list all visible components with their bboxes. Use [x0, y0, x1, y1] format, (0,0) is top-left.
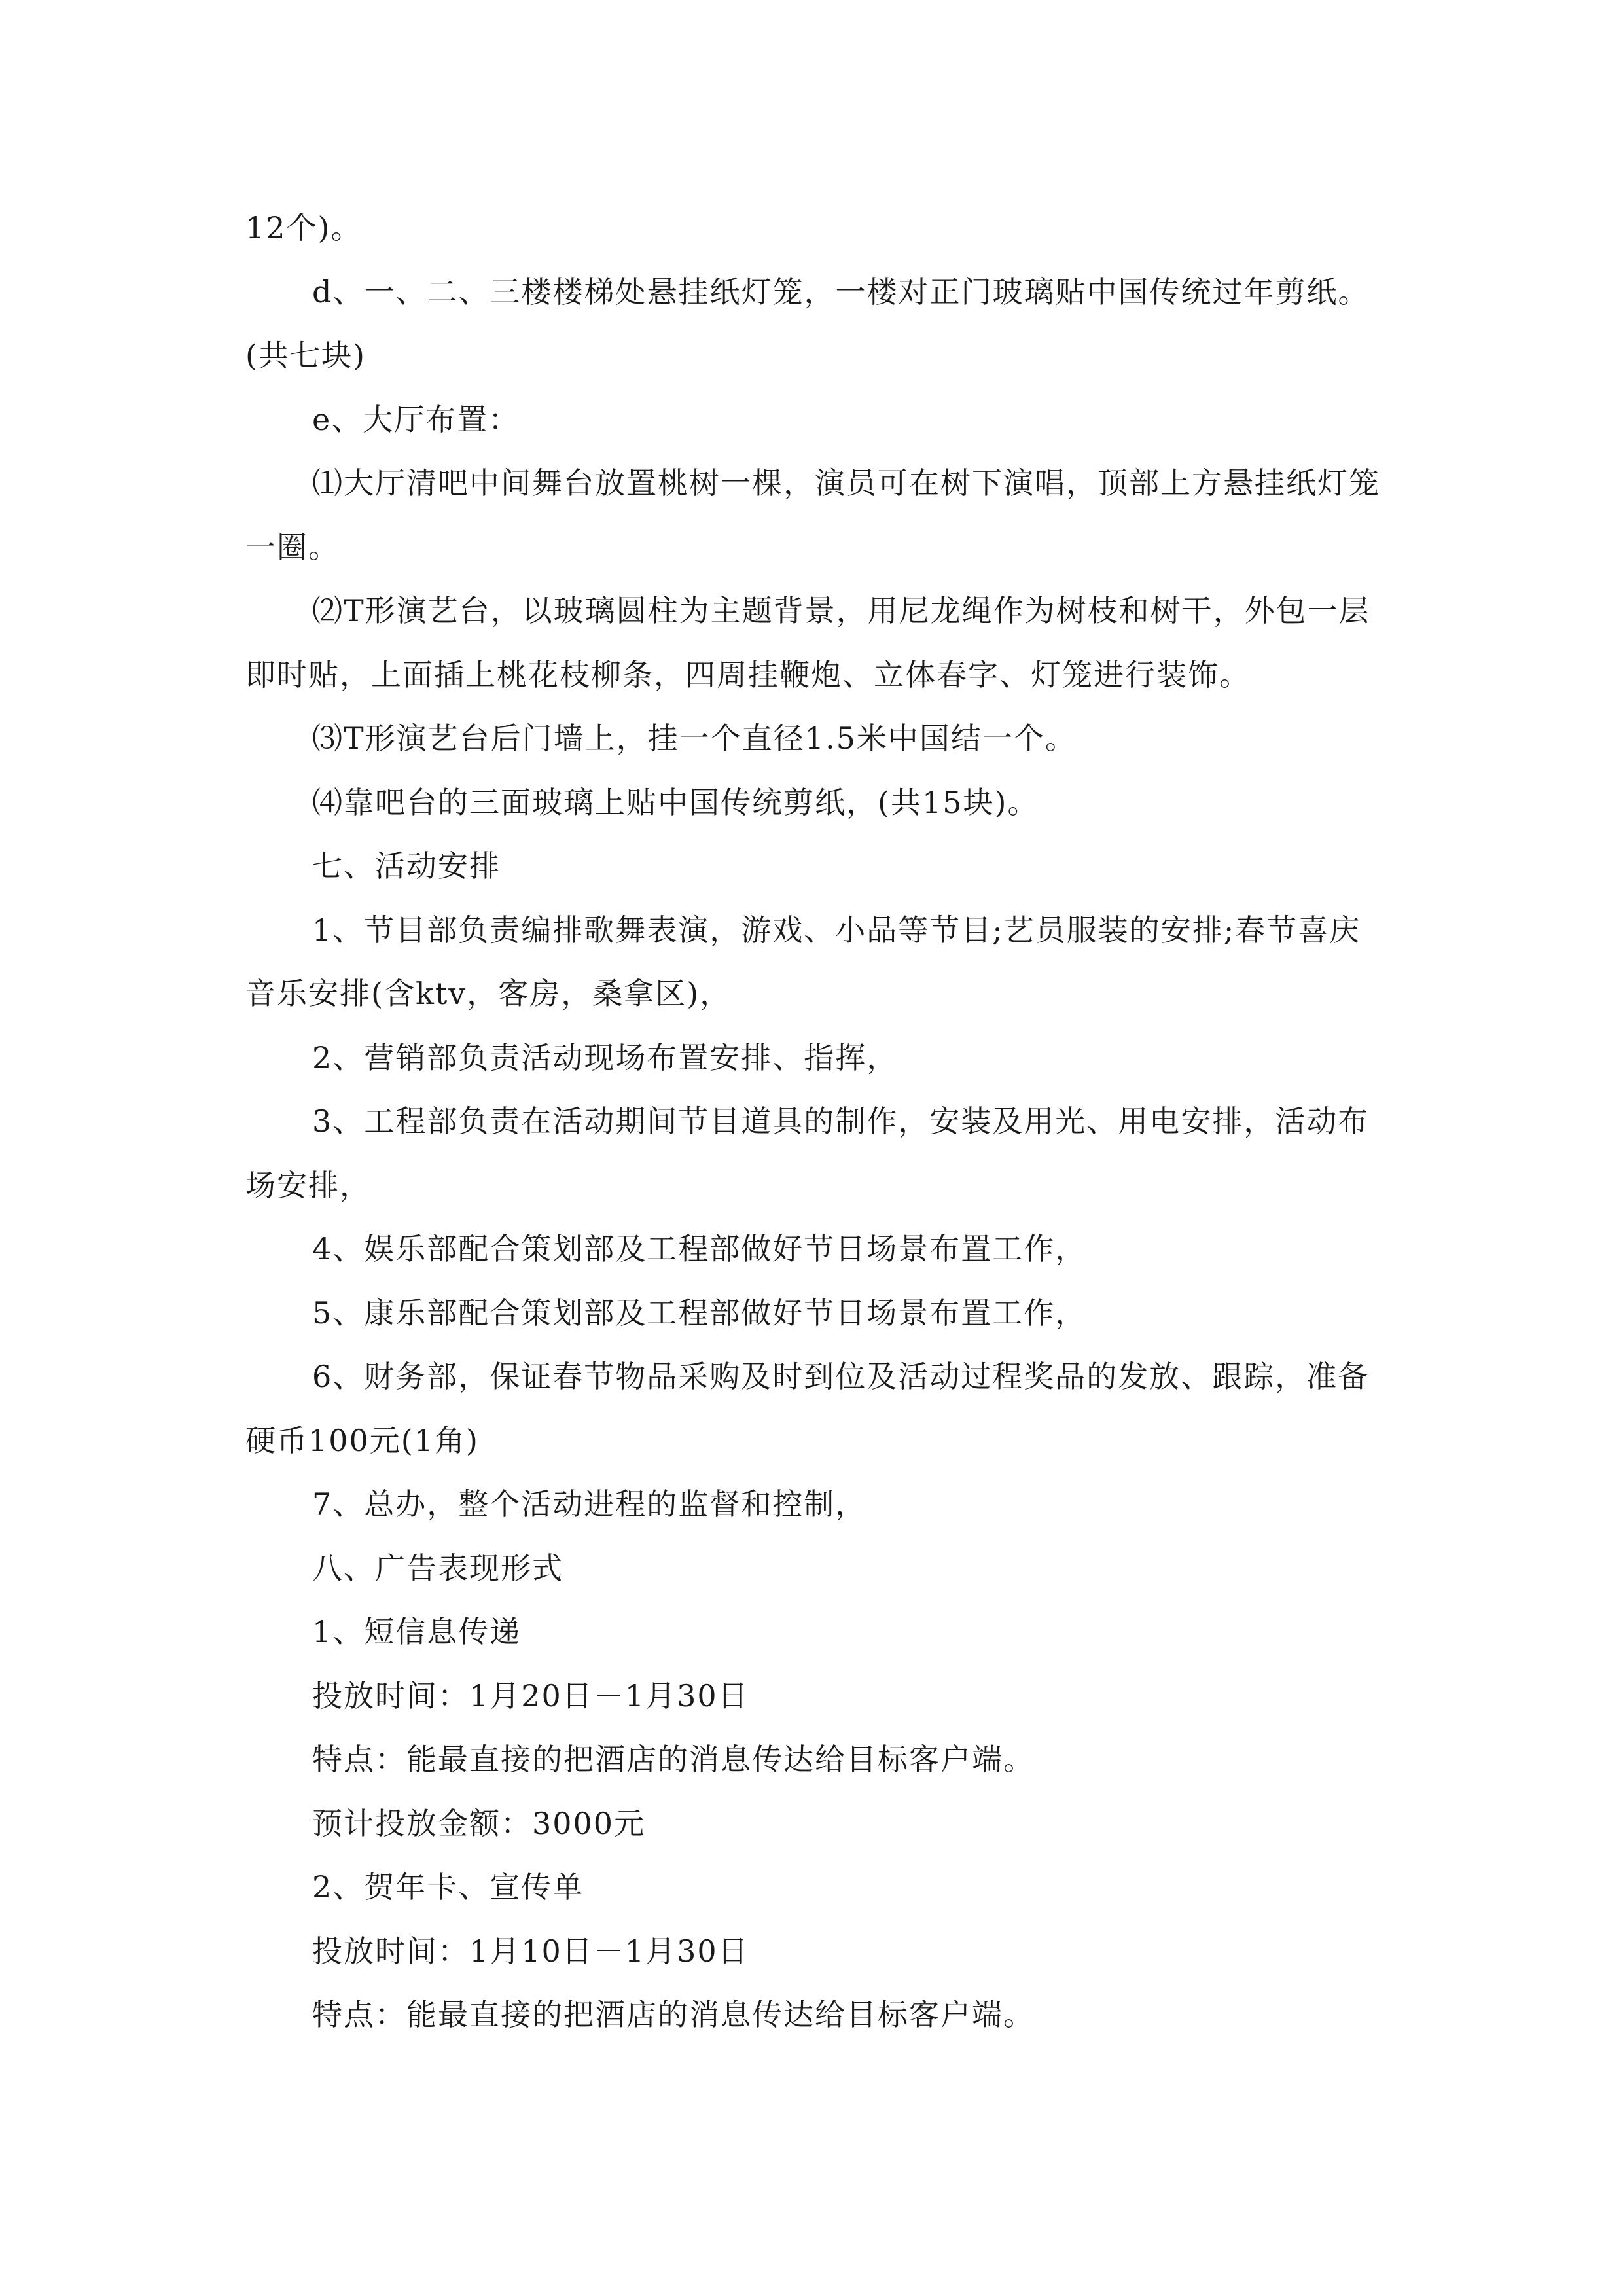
- document-body: [245, 196, 1384, 2047]
- paragraph: ⑵T形演艺台，以玻璃圆柱为主题背景，用尼龙绳作为树枝和树干，外包一层即时贴，上面插上桃花枝柳条，四周挂鞭炮、立体春字、灯笼进行装饰。: [245, 593, 1370, 692]
- paragraph: 7、总办，整个活动进程的监督和控制，: [312, 1486, 867, 1522]
- paragraph: 1、短信息传递: [312, 1614, 522, 1649]
- section-heading: 七、活动安排: [312, 848, 501, 884]
- paragraph: 1、节目部负责编排歌舞表演，游戏、小品等节目;艺员服装的安排;春节喜庆音乐安排(含ktv，客房，桑拿区)，: [245, 912, 1361, 1011]
- paragraph: 3、工程部负责在活动期间节目道具的制作，安装及用光、用电安排，活动布场安排，: [245, 1103, 1370, 1203]
- paragraph: 投放时间：1月20日－1月30日: [312, 1677, 749, 1713]
- paragraph: 6、财务部，保证春节物品采购及时到位及活动过程奖品的发放、跟踪，准备硬币100元(1角): [245, 1359, 1370, 1458]
- paragraph: 投放时间：1月10日－1月30日: [312, 1933, 749, 1969]
- paragraph: ⑶T形演艺台后门墙上，挂一个直径1.5米中国结一个。: [312, 721, 1077, 756]
- paragraph: 4、娱乐部配合策划部及工程部做好节日场景布置工作，: [312, 1231, 1087, 1266]
- paragraph: d、一、二、三楼楼梯处悬挂纸灯笼，一楼对正门玻璃贴中国传统过年剪纸。(共七块): [245, 274, 1370, 373]
- paragraph: 5、康乐部配合策划部及工程部做好节日场景布置工作，: [312, 1295, 1087, 1331]
- paragraph: 特点：能最直接的把酒店的消息传达给目标客户端。: [312, 1997, 1035, 2032]
- paragraph: 2、营销部负责活动现场布置安排、指挥，: [312, 1039, 899, 1075]
- paragraph: ⑴大厅清吧中间舞台放置桃树一棵，演员可在树下演唱，顶部上方悬挂纸灯笼一圈。: [245, 465, 1380, 565]
- paragraph: 预计投放金额：3000元: [312, 1805, 646, 1841]
- paragraph: 2、贺年卡、宣传单: [312, 1869, 584, 1905]
- section-heading: 八、广告表现形式: [312, 1550, 563, 1586]
- paragraph: e、大厅布置：: [312, 401, 520, 437]
- paragraph: ⑷靠吧台的三面玻璃上贴中国传统剪纸，(共15块)。: [312, 784, 1039, 820]
- paragraph: 12个)。: [245, 210, 363, 245]
- paragraph: 特点：能最直接的把酒店的消息传达给目标客户端。: [312, 1742, 1035, 1777]
